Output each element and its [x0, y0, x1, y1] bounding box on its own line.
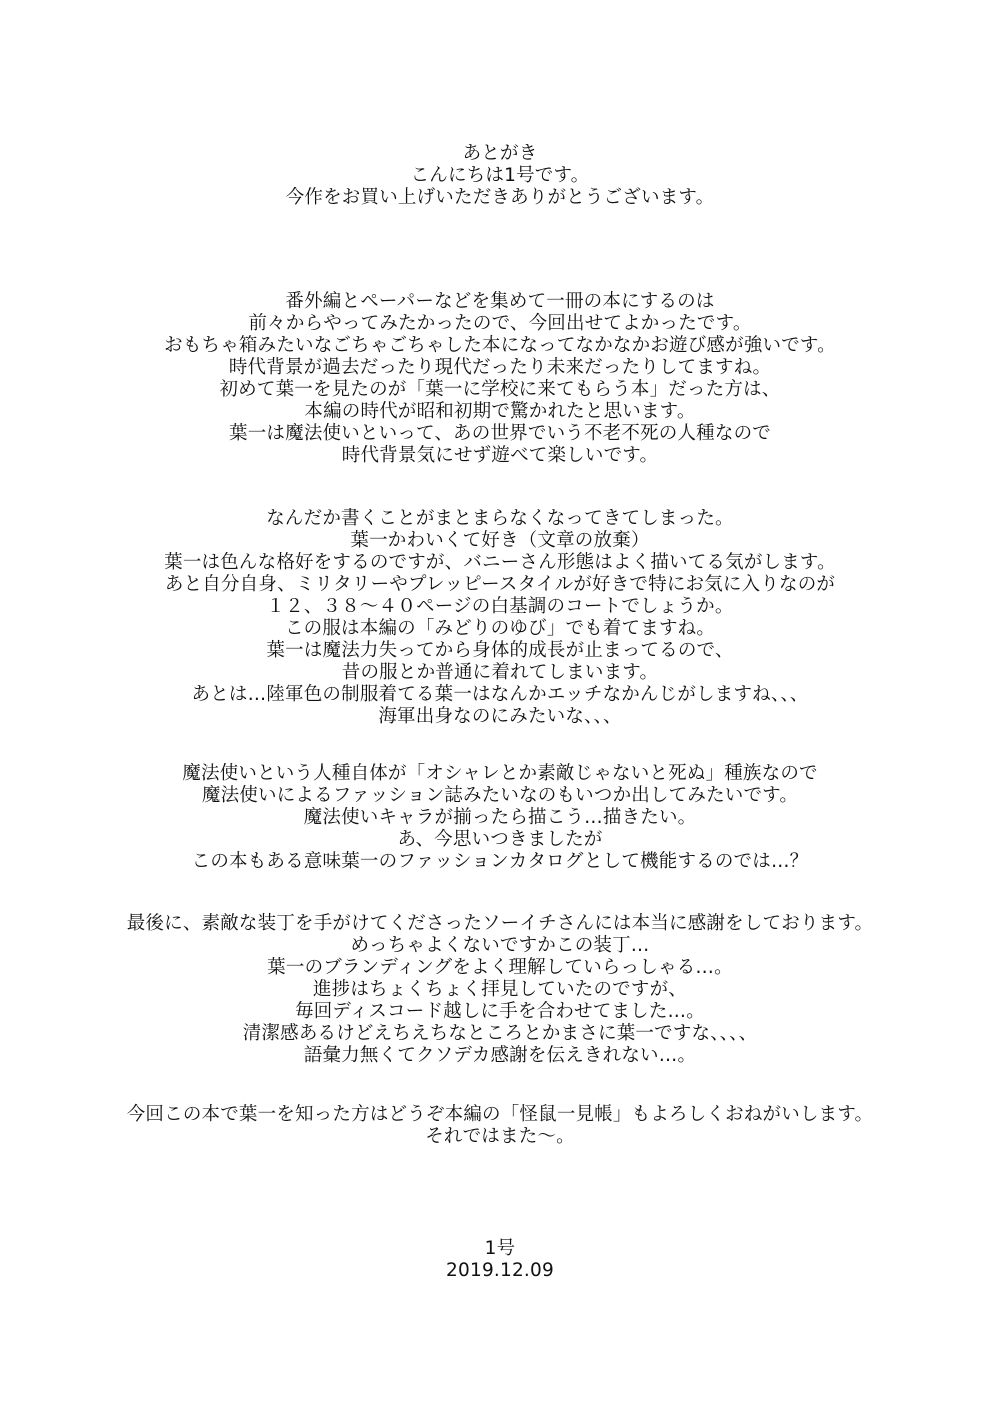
paragraph-line: １２、３８～４０ページの白基調のコートでしょうか。 [266, 596, 734, 617]
paragraph-line: めっちゃよくないですかこの装丁… [350, 935, 650, 956]
paragraph-line: 毎回ディスコード越しに手を合わせてました…。 [295, 1001, 705, 1022]
paragraph-line: おもちゃ箱みたいなごちゃごちゃした本になってなかなかお遊び感が強いです。 [164, 335, 836, 356]
paragraph-line: 今回この本で葉一を知った方はどうぞ本編の「怪鼠一見帳」もよろしくおねがいします。 [126, 1104, 874, 1125]
paragraph-line: この本もある意味葉一のファッションカタログとして機能するのでは…？ [191, 851, 809, 872]
paragraph-line: 葉一かわいくて好き（文章の放棄） [350, 530, 650, 551]
afterword-header [0, 143, 1000, 209]
paragraph-line: 進捗はちょくちょく拝見していたのですが、 [312, 979, 687, 1000]
paragraph-4 [0, 913, 1000, 1067]
thanks-line: 今作をお買い上げいただきありがとうございます。 [285, 187, 715, 208]
paragraph-line: あと自分自身、ミリタリーやプレッピースタイルが好きで特にお気に入りなのが [164, 574, 836, 595]
paragraph-line: 葉一は魔法力失ってから身体的成長が止まってるので、 [266, 640, 734, 661]
paragraph-line: 時代背景が過去だったり現代だったり未来だったりしてますね。 [228, 357, 772, 378]
paragraph-line: 清潔感あるけどえちえちなところとかまさに葉一ですな、、、、 [242, 1023, 758, 1044]
paragraph-line: あ、今思いつきましたが [397, 829, 603, 850]
paragraph-line: 番外編とペーパーなどを集めて一冊の本にするのは [285, 291, 715, 312]
greeting-line: こんにちは1号です。 [410, 165, 590, 186]
paragraph-line: 葉一は色んな格好をするのですが、バニーさん形態はよく描いてる気がします。 [164, 552, 836, 573]
paragraph-line: 時代背景気にせず遊べて楽しいです。 [341, 445, 659, 466]
paragraph-line: 海軍出身なのにみたいな、、、 [378, 706, 622, 727]
afterword-title: あとがき [462, 143, 538, 164]
paragraph-line: 昔の服とか普通に着れてしまいます。 [341, 662, 659, 683]
paragraph-5 [0, 1104, 1000, 1148]
paragraph-line: 前々からやってみたかったので、今回出せてよかったです。 [248, 313, 752, 334]
paragraph-1 [0, 291, 1000, 467]
signature-date: 2019.12.09 [446, 1260, 554, 1281]
paragraph-2 [0, 508, 1000, 728]
paragraph-line: なんだか書くことがまとまらなくなってきてしまった。 [266, 508, 734, 529]
paragraph-line: それではまた～。 [425, 1126, 575, 1147]
paragraph-line: 最後に、素敵な装丁を手がけてくださったソーイチさんには本当に感謝をしております。 [126, 913, 874, 934]
author-name: 1号 [484, 1238, 516, 1259]
signature-block [0, 1238, 1000, 1282]
paragraph-line: あとは…陸軍色の制服着てる葉一はなんかエッチなかんじがしますね、、、 [191, 684, 809, 705]
paragraph-line: この服は本編の「みどりのゆび」でも着てますね。 [284, 618, 716, 639]
paragraph-line: 魔法使いキャラが揃ったら描こう…描きたい。 [303, 807, 697, 828]
paragraph-line: 初めて葉一を見たのが「葉一に学校に来てもらう本」だった方は、 [219, 379, 781, 400]
paragraph-line: 語彙力無くてクソデカ感謝を伝えきれない…。 [303, 1045, 697, 1066]
paragraph-line: 葉一は魔法使いといって、あの世界でいう不老不死の人種なので [229, 423, 771, 444]
paragraph-line: 本編の時代が昭和初期で驚かれたと思います。 [304, 401, 696, 422]
paragraph-line: 魔法使いという人種自体が「オシャレとか素敵じゃないと死ぬ」種族なので [182, 763, 818, 784]
paragraph-line: 魔法使いによるファッション誌みたいなのもいつか出してみたいです。 [201, 785, 799, 806]
paragraph-3 [0, 763, 1000, 873]
paragraph-line: 葉一のブランディングをよく理解していらっしゃる…。 [267, 957, 733, 978]
